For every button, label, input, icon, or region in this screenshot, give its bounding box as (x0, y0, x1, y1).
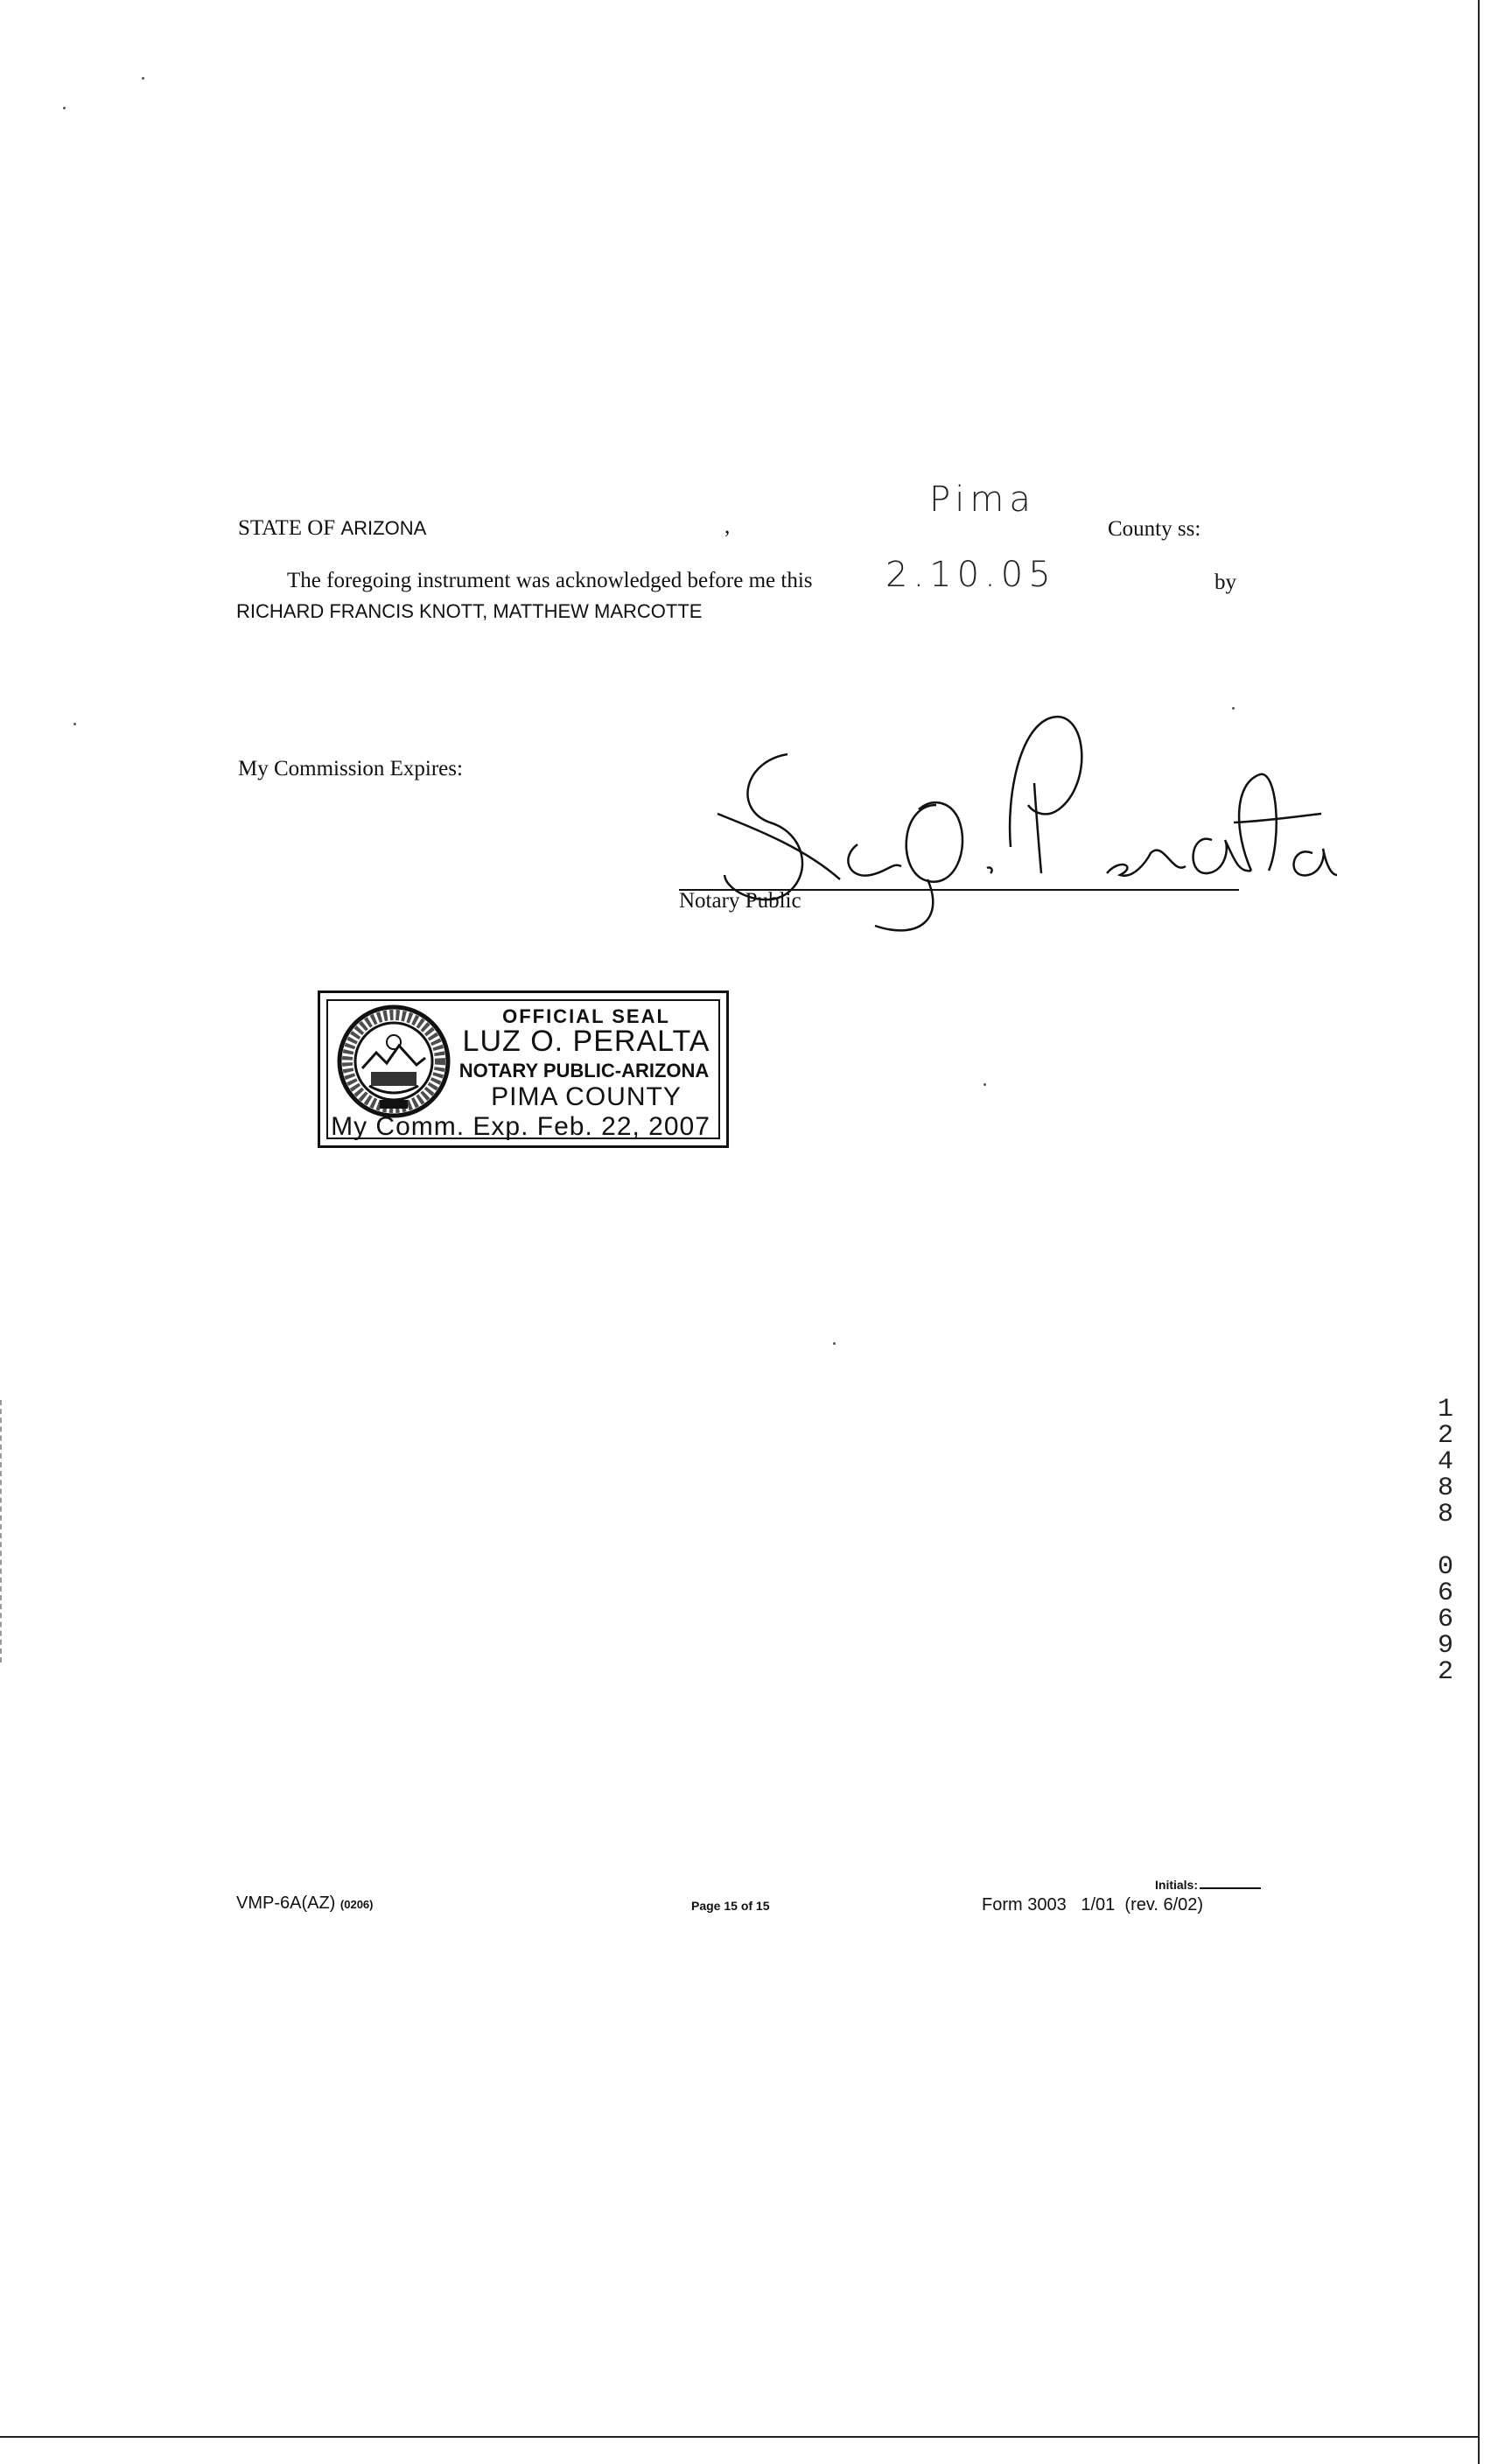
footer-initials (1155, 1878, 1261, 1892)
scan-speck (1232, 707, 1235, 710)
commission-expires-label: My Commission Expires: (238, 757, 463, 780)
state-label: ARIZONA (340, 517, 427, 539)
scan-left-edge (0, 1400, 4, 1662)
acknowledgment-date-handwritten: 2.10.05 (886, 555, 1056, 595)
notary-public-label: Notary Public (679, 889, 802, 913)
signers-names: RICHARD FRANCIS KNOTT, MATTHEW MARCOTTE (236, 600, 703, 622)
seal-office: NOTARY PUBLIC-ARIZONA (458, 1060, 710, 1082)
notary-signature (709, 700, 1339, 945)
scan-bottom-border (0, 2436, 1479, 2438)
state-label-prefix: STATE OF ARIZONA (238, 516, 427, 540)
scan-speck (833, 1342, 836, 1345)
scan-speck (142, 77, 144, 80)
scan-right-border (1478, 0, 1480, 2464)
form-code-date: (0206) (340, 1898, 374, 1911)
footer-page-number: Page 15 of 15 (691, 1899, 770, 1913)
state-seal-emblem-icon (334, 1002, 453, 1121)
margin-document-number: 1 2 4 8 8 0 6 6 9 2 (1437, 1395, 1453, 1687)
form-code: VMP-6A(AZ) (236, 1894, 336, 1913)
header-comma: , (724, 514, 731, 538)
initials-label: Initials: (1155, 1878, 1199, 1892)
footer-form-number: Form 3003 1/01 (rev. 6/02) (982, 1895, 1204, 1914)
seal-expiration: My Comm. Exp. Feb. 22, 2007 (331, 1112, 710, 1141)
acknowledgment-text: The foregoing instrument was acknowledged before me this (287, 569, 813, 592)
seal-title: OFFICIAL SEAL (502, 1005, 670, 1027)
seal-county: PIMA COUNTY (491, 1082, 682, 1111)
acknowledgment-by: by (1214, 570, 1236, 594)
official-seal-stamp (318, 990, 729, 1148)
county-handwritten: Pima (929, 480, 1036, 520)
scan-speck (63, 107, 66, 109)
scan-speck (74, 723, 76, 725)
footer-form-code (236, 1894, 373, 1914)
seal-notary-name: LUZ O. PERALTA (462, 1025, 710, 1058)
initials-line (1200, 1887, 1261, 1889)
scan-speck (984, 1083, 986, 1086)
county-ss-label: County ss: (1108, 517, 1201, 541)
